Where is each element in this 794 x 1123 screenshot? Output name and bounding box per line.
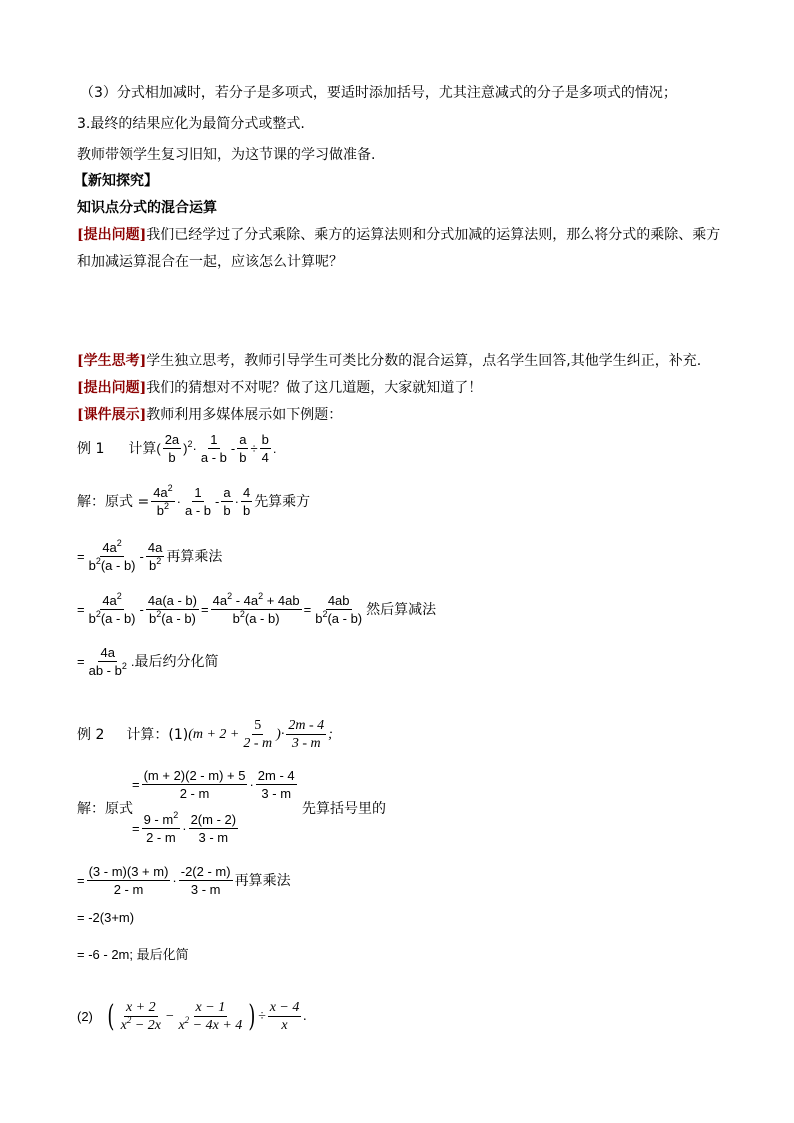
example-1-note-3: 然后算减法: [366, 601, 437, 618]
example-1-solution-label: 解：原式 =: [77, 493, 150, 510]
example-1-note-2: 再算乘法: [166, 548, 223, 565]
example-2-step-2: = $\frac{(3 - m)(3 + m)}{2 - m}$ · $\frac{-2(2 - m)}{3 - m}$ 再算乘法: [77, 864, 291, 897]
tag-student-think: [学生思考]: [77, 353, 147, 369]
example-2-solution-label: 解：原式: [77, 801, 133, 817]
example-2-step-1a: = $\frac{(m + 2)(2 - m) + 5}{2 - m}$ · $\frac{2m - 4}{3 - m}$: [132, 768, 295, 801]
example-2-calc-label: 计算：(1): [126, 726, 189, 743]
example-2-problem: 例 2 计算：(1) (m + 2 + $\frac{5}{2 - m}$ )· $\frac{2m - 4}{3 - m}$ ;: [77, 718, 333, 751]
example-1-calc-label: 计算: [128, 440, 157, 457]
tag-ask-question: [提出问题]: [77, 227, 147, 243]
question-paragraph-2: [77, 379, 482, 397]
example-1-step-3: = $\frac{4a^2}{b^2(a - b)}$ - $\frac{4a(a - b)}{b^2(a - b)}$ = $\frac{4a^2 - 4a^2 + 4ab}{b^2(a - b)}$ = $\frac{4ab}{b^2(a - b)}$ 然后算减法: [77, 591, 437, 626]
topic-heading: 知识点分式的混合运算: [77, 200, 217, 216]
courseware-paragraph: [77, 406, 342, 424]
example-1-note-1: 先算乘方: [254, 493, 311, 510]
section-heading: 【新知探究】: [74, 173, 158, 189]
student-think-paragraph: [77, 352, 701, 370]
example-2-part-2: (2) ( $\frac{x + 2}{x^2 - 2x}$ − $\frac{x - 1}{x^2 - 4x + 4}$ ) ÷ $\frac{x - 4}{x}$ .: [77, 998, 307, 1034]
tag-ask-question-2: [提出问题]: [77, 380, 147, 396]
example-2-label: 例 2: [77, 726, 105, 743]
example-1-label: 例 1: [77, 440, 105, 457]
text-line-2: 3.最终的结果应化为最简分式或整式.: [77, 116, 305, 132]
example-2-step-4: = -6 - 2m; 最后化简: [77, 947, 189, 962]
text-line-1: （3）分式相加减时，若分子是多项式，要适时添加括号，尤其注意减式的分子是多项式的情况；: [80, 85, 677, 101]
part-2-label: (2): [77, 1009, 93, 1024]
example-2-note-1: 先算括号里的: [302, 801, 386, 817]
example-2-note-2: 再算乘法: [234, 872, 291, 889]
think-text: 学生独立思考，教师引导学生可类比分数的混合运算，点名学生回答,其他学生纠正，补充.: [146, 353, 702, 369]
example-2-step-1b: = $\frac{9 - m^2}{2 - m}$ · $\frac{2(m - 2)}{3 - m}$: [132, 810, 237, 845]
example-1-problem: 例 1 计算 ( $\frac{2a}{b}$ )$^2$· $\frac{1}{a - b}$ - $\frac{a}{b}$ ÷ $\frac{b}{4}$ .: [77, 432, 277, 465]
question-text-3: 我们的猜想对不对呢？做了这几道题，大家就知道了！: [146, 380, 483, 396]
question-paragraph-1: [77, 226, 720, 244]
question-text: 我们已经学过了分式乘除、乘方的运算法则和分式加减的运算法则，那么将分式的乘除、乘方: [146, 227, 721, 243]
example-1-step-1: 解：原式 = $\frac{4a^2}{b^2}$ · $\frac{1}{a - b}$ - $\frac{a}{b}$ · $\frac{4}{b}$ 先算乘方: [77, 483, 311, 518]
example-1-step-4: = $\frac{4a}{ab - b^2}$ . 最后约分化简: [77, 645, 219, 678]
example-2-step-3: = -2(3+m): [77, 910, 135, 925]
example-1-step-2: = $\frac{4a^2}{b^2(a - b)}$ - $\frac{4a}{b^2}$ 再算乘法: [77, 538, 223, 573]
example-1-note-4: 最后约分化简: [134, 653, 219, 670]
tag-courseware-show: [课件展示]: [77, 407, 147, 423]
courseware-text: 教师利用多媒体展示如下例题：: [146, 407, 343, 423]
text-line-3: 教师带领学生复习旧知，为这节课的学习做准备.: [77, 147, 376, 163]
question-text-2: 和加减运算混合在一起，应该怎么计算呢？: [77, 254, 343, 270]
